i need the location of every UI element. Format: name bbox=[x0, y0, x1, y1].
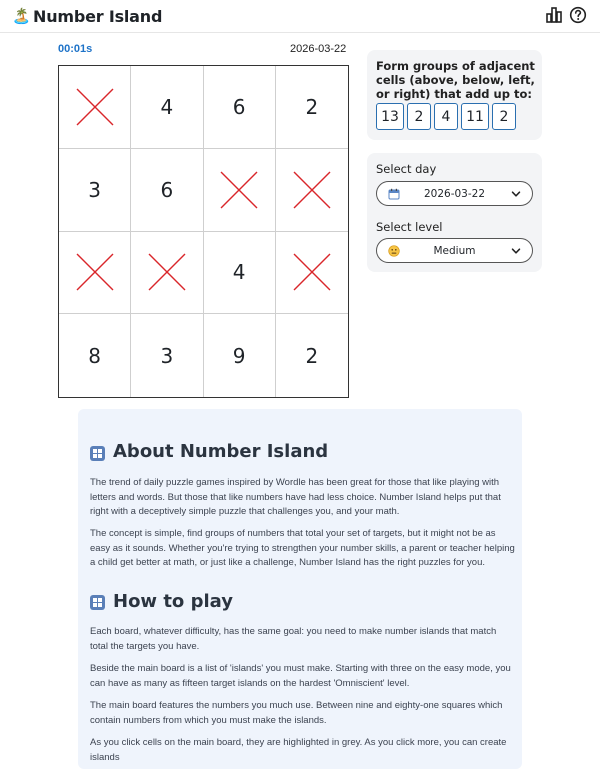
numbers-1234-icon bbox=[90, 446, 105, 461]
about-heading: About Number Island bbox=[113, 441, 329, 462]
select-day-label: Select day bbox=[376, 162, 437, 176]
target-islands-list bbox=[376, 103, 516, 130]
board-cell[interactable] bbox=[131, 232, 203, 315]
palm-tree-island-icon: 🏝️ bbox=[12, 8, 31, 25]
board-cell[interactable] bbox=[59, 314, 131, 397]
cross-mark-icon bbox=[147, 252, 187, 292]
numbers-1234-icon bbox=[90, 595, 105, 610]
smiley-face-icon bbox=[388, 245, 400, 257]
calendar-icon bbox=[388, 188, 400, 200]
board-cell[interactable] bbox=[204, 314, 276, 397]
board-cell[interactable] bbox=[59, 149, 131, 232]
cross-mark-icon bbox=[75, 87, 115, 127]
app-title: Number Island bbox=[33, 7, 163, 26]
select-day-dropdown[interactable] bbox=[376, 181, 533, 206]
game-board bbox=[58, 65, 349, 398]
select-level-dropdown[interactable] bbox=[376, 238, 533, 263]
game-timer: 00:01s bbox=[58, 43, 93, 55]
cross-mark-icon bbox=[219, 170, 259, 210]
board-cell[interactable] bbox=[59, 66, 131, 149]
bar-chart-icon[interactable] bbox=[545, 6, 563, 24]
cell-value: 3 bbox=[160, 343, 174, 368]
cell-value: 4 bbox=[232, 260, 246, 285]
cell-value: 6 bbox=[232, 94, 246, 119]
board-cell[interactable] bbox=[131, 314, 203, 397]
board-cell[interactable] bbox=[276, 314, 348, 397]
board-cell[interactable] bbox=[204, 66, 276, 149]
targets-instruction: Form groups of adjacent cells (above, below, left, or right) that add up to: bbox=[376, 59, 535, 101]
board-cell[interactable] bbox=[204, 149, 276, 232]
cell-value: 8 bbox=[88, 343, 101, 368]
targets-panel bbox=[367, 50, 542, 140]
help-circle-icon[interactable] bbox=[569, 6, 587, 24]
select-level-value: Medium bbox=[433, 244, 476, 257]
board-cell[interactable] bbox=[276, 149, 348, 232]
chevron-down-icon bbox=[511, 189, 521, 199]
cell-value: 2 bbox=[305, 94, 319, 119]
about-paragraph: The concept is simple, find groups of numbers that total your set of targets, but it might not be as easy as it sounds. Whether you're trying to strengthen your number skills, a parent or teacher helping a child get better at math, or just like a challenge, Number Island has the right puzzles for you. bbox=[90, 528, 515, 568]
how-to-play-paragraph: The main board features the numbers you much use. Between nine and eighty-one squares which contain numbers from which you must make the islands. bbox=[90, 700, 503, 726]
target-island: 2 bbox=[492, 103, 516, 130]
board-cell[interactable] bbox=[276, 232, 348, 315]
app-header bbox=[0, 0, 600, 33]
how-to-play-heading: How to play bbox=[113, 591, 233, 612]
cell-value: 3 bbox=[88, 177, 101, 202]
cell-value: 6 bbox=[160, 177, 174, 202]
board-cell[interactable] bbox=[204, 232, 276, 315]
target-island: 13 bbox=[376, 103, 404, 130]
cross-mark-icon bbox=[292, 170, 332, 210]
about-paragraph: The trend of daily puzzle games inspired by Wordle has been great for those that like playing with letters and words. But those that like numbers have had less choice. Number Island helps put that right with a deceptively simple puzzle that challenges you, and your math. bbox=[90, 477, 501, 517]
how-to-play-paragraph: Each board, whatever difficulty, has the same goal: you need to make number islands that match total the targets you have. bbox=[90, 626, 497, 652]
cell-value: 4 bbox=[160, 94, 174, 119]
select-level-label: Select level bbox=[376, 220, 443, 234]
cross-mark-icon bbox=[75, 252, 115, 292]
board-date: 2026-03-22 bbox=[290, 43, 347, 55]
select-day-value: 2026-03-22 bbox=[423, 187, 486, 200]
cross-mark-icon bbox=[292, 252, 332, 292]
target-island: 4 bbox=[434, 103, 458, 130]
about-article bbox=[78, 409, 522, 769]
chevron-down-icon bbox=[511, 246, 521, 256]
board-cell[interactable] bbox=[131, 66, 203, 149]
settings-panel bbox=[367, 153, 542, 272]
target-island: 11 bbox=[461, 103, 489, 130]
how-to-play-paragraph: Beside the main board is a list of 'islands' you must make. Starting with three on the easy mode, you can have as many as fifteen target islands on the hardest 'Omniscient' level. bbox=[90, 663, 511, 689]
cell-value: 9 bbox=[232, 343, 246, 368]
board-cell[interactable] bbox=[131, 149, 203, 232]
board-cell[interactable] bbox=[59, 232, 131, 315]
target-island: 2 bbox=[407, 103, 431, 130]
board-cell[interactable] bbox=[276, 66, 348, 149]
how-to-play-paragraph: As you click cells on the main board, they are highlighted in grey. As you click more, you can create islands bbox=[90, 737, 507, 763]
cell-value: 2 bbox=[305, 343, 319, 368]
